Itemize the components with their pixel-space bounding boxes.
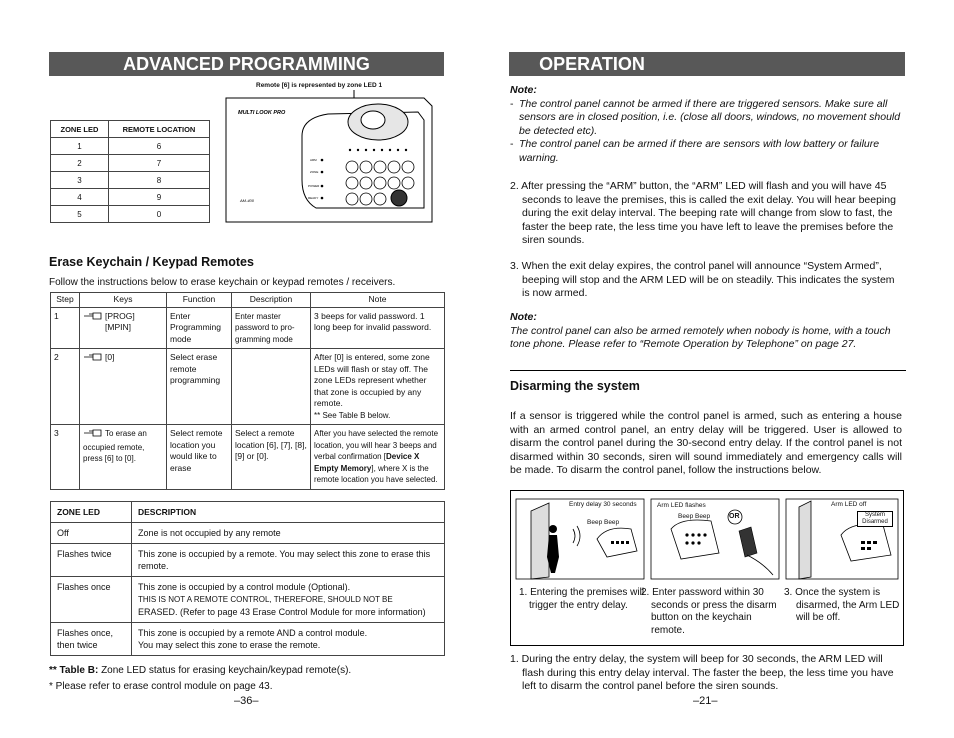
step-number: 3 [51, 425, 80, 490]
panel-3-label: Arm LED off [831, 501, 867, 508]
keys-erase-text: To erase an occupied remote, press [6] to [0]. [83, 429, 147, 463]
erase-steps-table [50, 292, 445, 490]
keys-prog: [PROG] [105, 310, 135, 321]
led-state: Flashes once [51, 577, 132, 623]
led-description [132, 623, 445, 656]
location-cell: 8 [108, 172, 209, 189]
led-description [132, 577, 445, 623]
note-cell: 3 beeps for valid password. 1 long beep for invalid password. [311, 307, 445, 349]
note-2 [510, 311, 902, 352]
panel-2-or: OR [729, 513, 740, 520]
zone-cell: 4 [51, 189, 109, 206]
zone-cell: 1 [51, 138, 109, 155]
function-cell: Enter Programming mode [167, 307, 232, 349]
led-description-line: This zone is occupied by a control module (Optional). [138, 582, 351, 592]
panel-1-label: Entry delay 30 seconds [569, 501, 637, 508]
hand-pointer-icon [83, 311, 103, 325]
system-disarmed-badge: System Disarmed [857, 511, 893, 527]
zone-led-header: ZONE LED [51, 502, 132, 523]
note-bold-text: Device X Empty Memory [314, 452, 420, 473]
step-3-text: 3. When the exit delay expires, the control panel will announce “System Armed”, beeping will stop and the ARM LED will be on steadily. This indicates the system is now armed. [510, 260, 895, 299]
disarm-text: If a sensor is triggered while the control panel is armed, such as entering a house with an armed control panel, an entry delay will be triggered. User is allowed to disarm the control panel during the 30-second entry delay. If the control panel is not disarmed within 30 seconds, siren will sound immediately and emergency calls will be made. To disarm the control panel, follow the instructions below. [510, 410, 902, 476]
footnote: * Please refer to erase control module on page 43. [49, 681, 273, 692]
section-divider [510, 370, 906, 371]
location-cell: 0 [108, 206, 209, 223]
control-panel-illustration [218, 90, 446, 228]
page-number-left: –36– [234, 695, 259, 707]
led-description: Zone is not occupied by any remote [132, 523, 445, 544]
panel-model: AM-400 [240, 198, 255, 203]
led-state: Flashes twice [51, 544, 132, 577]
zone-cell: 3 [51, 172, 109, 189]
zone-remote-table [50, 120, 210, 223]
remote-location-header: REMOTE LOCATION [108, 121, 209, 138]
note-1-item: - The control panel can be armed if there are sensors with low battery or failure warning. [510, 138, 902, 165]
led-description-line: ERASED. (Refer to page 43 Erase Control Module for more information) [138, 607, 426, 617]
note-see-table: ** See Table B below. [314, 410, 391, 420]
note-1-text: The control panel can be armed if there are sensors with low battery or failure warning. [519, 138, 880, 164]
caption-2: 2. Enter password within 30 seconds or press the disarm button on the keychain remote. [641, 587, 777, 636]
description-cell: Enter master password to pro-gramming mode [232, 307, 311, 349]
note-header: Note [311, 293, 445, 308]
note-2-title: Note: [510, 311, 537, 323]
page-number-right: –21– [693, 695, 718, 707]
panel-side-label: ZONE [310, 170, 319, 174]
panel-2-label: Arm LED flashes [657, 502, 706, 509]
keys-zero: [0] [105, 352, 115, 362]
panel-2-beep: Beep Beep [678, 513, 711, 520]
led-state: Flashes once, then twice [51, 623, 132, 656]
led-description-warning: THIS IS NOT A REMOTE CONTROL, THEREFORE, SHOULD NOT BE [138, 595, 393, 604]
led-description-line: This zone is occupied by a remote AND a control module. [138, 628, 368, 638]
step-number: 2 [51, 349, 80, 425]
function-cell: Select erase remote programming [167, 349, 232, 425]
step-header: Step [51, 293, 80, 308]
function-cell: Select remote location you would like to erase [167, 425, 232, 490]
location-cell: 6 [108, 138, 209, 155]
description-cell: Select a remote location [6], [7], [8], [9] or [0]. [232, 425, 311, 490]
description-cell [232, 349, 311, 425]
location-cell: 9 [108, 189, 209, 206]
caption-1: 1. Entering the premises will trigger the entry delay. [519, 587, 645, 611]
panel-1-beep: Beep Beep [587, 519, 620, 526]
function-header: Function [167, 293, 232, 308]
note-text: After you have selected the remote location, you will hear 3 beeps and verbal confirmation [ [314, 429, 439, 461]
led-state: Off [51, 523, 132, 544]
description-header: DESCRIPTION [132, 502, 445, 523]
keys-cell [80, 425, 167, 490]
note-1-title: Note: [510, 84, 537, 96]
step-number: 1 [51, 307, 80, 349]
right-page-banner [509, 52, 905, 76]
erase-intro: Follow the instructions below to erase keychain or keypad remotes / receivers. [49, 277, 396, 288]
panel-brand: MULTI LOOK PRO [238, 110, 286, 116]
led-description: This zone is occupied by a remote. You may select this zone to erase this remote. [132, 544, 445, 577]
note-2-text: The control panel can also be armed remotely when nobody is home, with a touch tone phone. Please refer to “Remote Operation by Telephone” on page 27. [510, 324, 891, 350]
note-text: ], where X is the remote location you have selected. [314, 463, 438, 484]
note-1 [510, 84, 902, 165]
table-b-label: ** Table B: [49, 665, 99, 676]
step-1-entry-delay-text: 1. During the entry delay, the system will beep for 30 seconds, the ARM LED will flash during this entry delay interval. The faster the beep, the less time you have left to disarm the control panel before the siren sounds. [510, 653, 894, 692]
keys-cell [80, 349, 167, 425]
zone-cell: 5 [51, 206, 109, 223]
table-b-text: Zone LED status for erasing keychain/keypad remote(s). [101, 665, 352, 676]
table-b-caption [49, 665, 351, 676]
caption-3: 3. Once the system is disarmed, the Arm LED will be off. [784, 587, 900, 623]
description-header: Description [232, 293, 311, 308]
note-cell [311, 349, 445, 425]
location-cell: 7 [108, 155, 209, 172]
left-page-banner: ADVANCED PROGRAMMING [49, 52, 444, 76]
led-description-line: You may select this zone to erase the remote. [138, 640, 321, 650]
keys-mpin: [MPIN] [105, 322, 131, 332]
disarm-figure [510, 490, 904, 646]
note-text: After [0] is entered, some zone LEDs will flash or stay off. The zone LEDs represent whether that zone is occupied by any remote. [314, 352, 430, 408]
note-1-item: - The control panel cannot be armed if there are triggered sensors. Make sure all sensors are in closed position, i.e. (close all doors, windows, no movement should be detected etc). [510, 97, 901, 137]
remote-caption: Remote [6] is represented by zone LED 1 [256, 82, 383, 89]
zone-cell: 2 [51, 155, 109, 172]
erase-section-title: Erase Keychain / Keypad Remotes [49, 255, 254, 269]
hand-pointer-icon [83, 428, 103, 442]
note-1-text: The control panel cannot be armed if there are triggered sensors. Make sure all sensors are in closed position, i.e. (close all doors, windows, no movement should be detected etc). [519, 97, 901, 137]
keys-header: Keys [80, 293, 167, 308]
panel-side-label: POWER [308, 184, 320, 188]
disarm-section-title: Disarming the system [510, 379, 640, 393]
hand-pointer-icon [83, 352, 103, 366]
operation-title: OPERATION [539, 54, 645, 74]
keys-cell [80, 307, 167, 349]
panel-side-label: READY [308, 196, 319, 200]
zone-led-description-table [50, 501, 445, 656]
step-2-text: 2. After pressing the “ARM” button, the “ARM” LED will flash and you will have 45 seconds to leave the premises, this is called the exit delay. You will hear beeping during the exit delay interval. The beeping rate will change from slow to fast, the faster the beep rate, the less time you have left to leave the premises before the siren sounds. [510, 180, 896, 246]
panel-side-label: ARM [310, 158, 317, 162]
note-cell [311, 425, 445, 490]
zone-led-header: ZONE LED [51, 121, 109, 138]
